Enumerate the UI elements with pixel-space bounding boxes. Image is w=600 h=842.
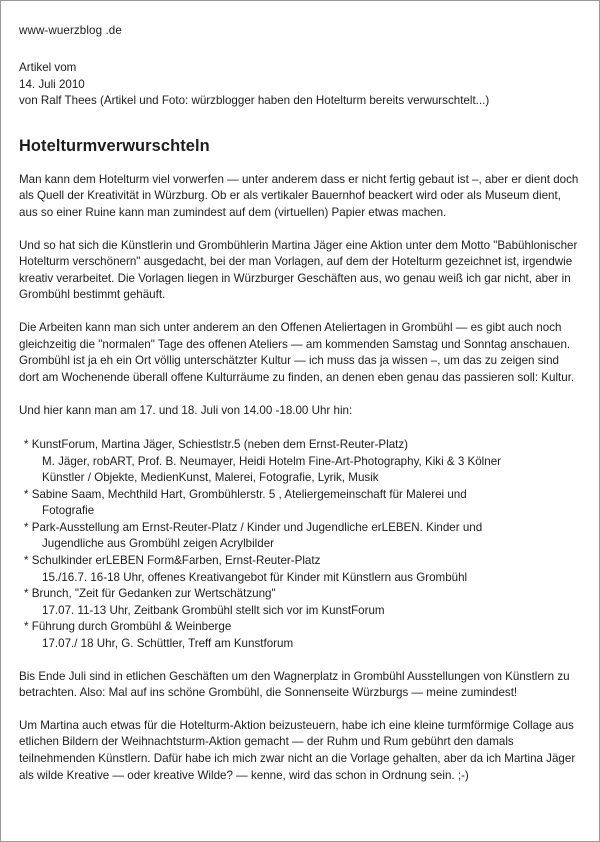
venue-list bbox=[19, 437, 581, 653]
meta-line-author: von Ralf Thees (Artikel und Foto: würzblogger haben den Hotelturm bereits verwurschtelt...) bbox=[19, 94, 490, 108]
list-item bbox=[19, 520, 581, 553]
list-item bbox=[19, 487, 581, 520]
article-paragraph-2: Und so hat sich die Künstlerin und Grombühlerin Martina Jäger eine Aktion unter dem Motto "Babühlonischer Hotelturm verschönern" ausgedacht, bei der man Vorlagen, auf dem der Hotelturm gezeichnet ist, irgendwie kreativ verarbeitet. Die Vorlagen liegen in Würzburger Geschäften aus, wo genau weiß ich gar nicht, aber in Grombühl bestimmt gehäuft. bbox=[19, 238, 578, 302]
list-intro-text: Und hier kann man am 17. und 18. Juli von 14.00 -18.00 Uhr hin: bbox=[19, 404, 353, 418]
closing-paragraph-2: Um Martina auch etwas für die Hotelturm-Aktion beizusteuern, habe ich eine kleine turmförmige Collage aus etlichen Bildern der Weihnachtsturm-Aktion gemacht — der Ruhm und Rum gebührt den damals teilnehmenden Künstlern. Dafür habe ich mich zwar nicht an die Vorlage gehalten, aber da ich Martina Jäger als wilde Kreative — oder kreative Wilde? — kenne, wird das schon in Ordnung sein. ;-) bbox=[19, 718, 576, 782]
list-item-detail: Jugendliche aus Grombühl zeigen Acrylbilder bbox=[42, 537, 275, 551]
list-item-lead: * Führung durch Grombühl & Weinberge bbox=[24, 620, 232, 634]
list-item-detail: M. Jäger, robART, Prof. B. Neumayer, Heidi Hotelm Fine-Art-Photography, Kiki & 3 Kölner bbox=[42, 454, 501, 468]
list-item-lead: * Sabine Saam, Mechthild Hart, Grombühlerstr. 5 , Ateliergemeinschaft für Malerei und bbox=[24, 487, 467, 501]
list-item-lead: * Park-Ausstellung am Ernst-Reuter-Platz / Kinder und Jugendliche erLEBEN. Kinder und bbox=[24, 520, 483, 534]
list-item bbox=[19, 553, 581, 586]
article-paragraph-3: Die Arbeiten kann man sich unter anderem an den Offenen Ateliertagen in Grombühl — es gibt auch noch gleichzeitig die "normalen" Tage des offenen Ateliers — am kommenden Samstag und Sonntag anschauen. Grombühl ist ja eh ein Ort völlig unterschätzter Kultur — ich muss das ja wissen –, um das zu zeigen sind dort am Wochenende überall offene Kulturräume zu finden, an denen eben genau das passieren soll: Kultur. bbox=[19, 320, 575, 384]
list-item bbox=[19, 586, 581, 619]
site-url: www-wuerzblog .de bbox=[19, 24, 122, 37]
list-item-detail: Fotografie bbox=[42, 504, 95, 518]
list-item bbox=[19, 619, 581, 652]
list-item-lead: * Schulkinder erLEBEN Form&Farben, Ernst-Reuter-Platz bbox=[24, 554, 321, 568]
list-item-detail: Künstler / Objekte, MedienKunst, Malerei, Fotografie, Lyrik, Musik bbox=[42, 471, 379, 485]
list-item-detail: 15./16.7. 16-18 Uhr, offenes Kreativangebot für Kinder mit Künstlern aus Grombühl bbox=[42, 570, 468, 584]
page-title: Hotelturmverwurschteln bbox=[19, 136, 210, 155]
list-item-lead: * Brunch, "Zeit für Gedanken zur Wertschätzung" bbox=[24, 587, 276, 601]
list-item-detail: 17.07./ 18 Uhr, G. Schüttler, Treff am Kunstforum bbox=[42, 637, 294, 651]
list-item bbox=[19, 437, 581, 487]
article-document bbox=[19, 23, 581, 784]
list-item-lead: * KunstForum, Martina Jäger, Schiestlstr.5 (neben dem Ernst-Reuter-Platz) bbox=[24, 437, 409, 451]
closing-paragraph-1: Bis Ende Juli sind in etlichen Geschäften um den Wagnerplatz in Grombühl Ausstellungen von Künstlern zu betrachten. Also: Mal auf ins schöne Grombühl, die Sonnenseite Würzburgs — meine zumindest! bbox=[19, 669, 570, 700]
article-paragraph-1: Man kann dem Hotelturm viel vorwerfen — unter anderem dass er nicht fertig gebaut ist –, aber er dient doch als Quell der Kreativität in Würzburg. Ob er als vertikaler Bauernhof beackert wird oder als Museum dient, aus so einer Ruine kann man zumindest auf dem (virtuellen) Papier etwas machen. bbox=[19, 172, 579, 219]
list-item-detail: 17.07. 11-13 Uhr, Zeitbank Grombühl stellt sich vor im KunstForum bbox=[42, 603, 385, 617]
article-meta bbox=[19, 60, 581, 110]
meta-line-date: 14. Juli 2010 bbox=[19, 77, 85, 91]
meta-line-label: Artikel vom bbox=[19, 61, 77, 74]
